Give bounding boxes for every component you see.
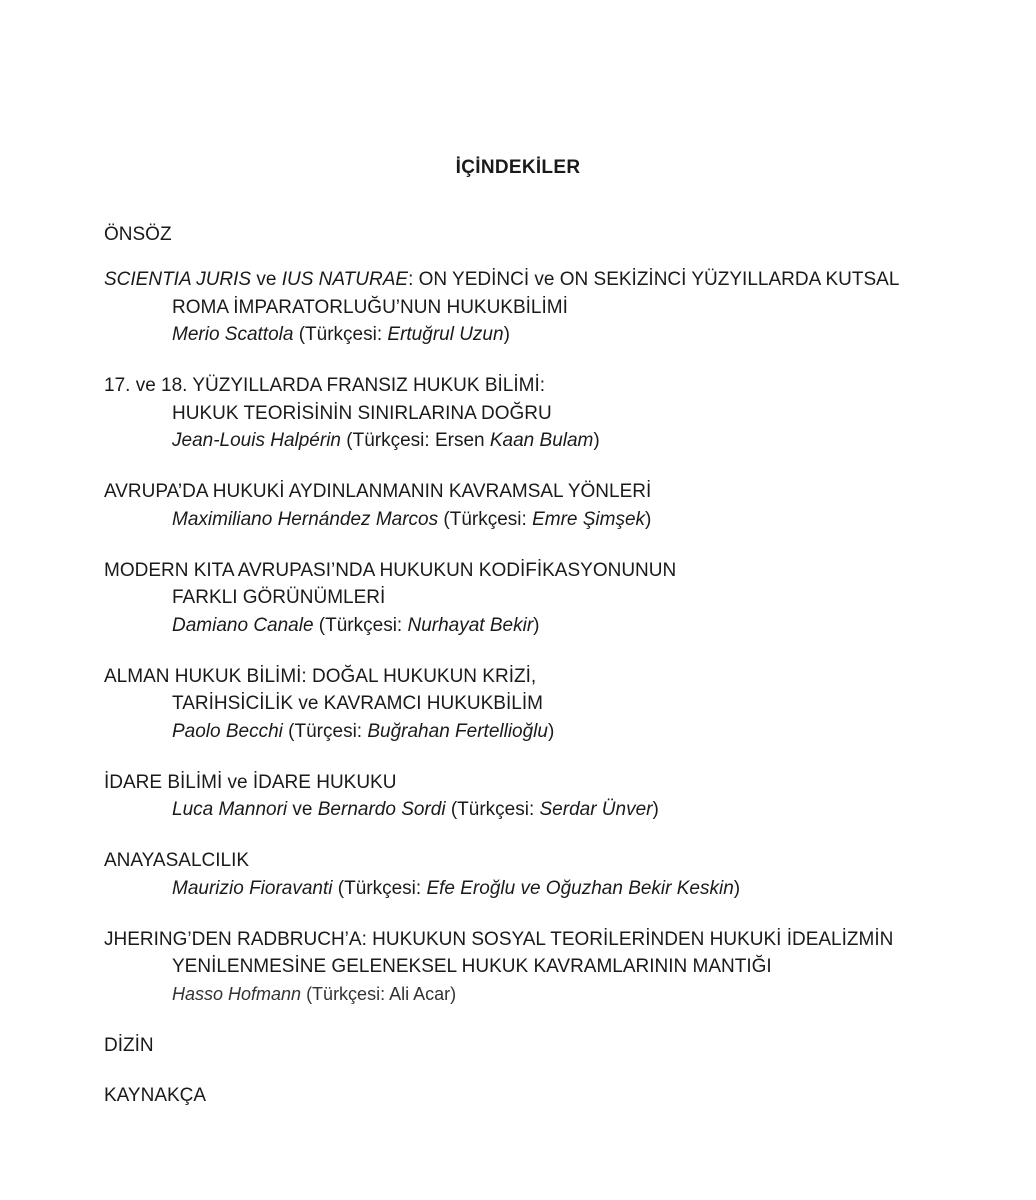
- toc-entry-alman-hukuk[interactable]: [104, 663, 984, 746]
- toc-entry-author-line: [104, 875, 984, 903]
- toc-entry-anayasalcilik[interactable]: [104, 847, 984, 902]
- toc-entry-onsoz[interactable]: [104, 221, 984, 249]
- translator-label: (Türkçesi: Ersen: [341, 430, 490, 451]
- title-part: ve: [251, 269, 282, 290]
- toc-entry-kaynakca[interactable]: [104, 1082, 984, 1110]
- toc-entry-kodifikasyon[interactable]: [104, 557, 984, 640]
- author-conjunction: ve: [287, 799, 318, 820]
- toc-entry-title-line-1: İDARE BİLİMİ ve İDARE HUKUKU: [104, 771, 397, 793]
- table-of-contents: [104, 221, 984, 1133]
- author-name: Merio Scattola: [172, 324, 294, 345]
- toc-entry-author-line: [104, 718, 984, 746]
- toc-entry-jhering-radbruch[interactable]: [104, 926, 984, 1009]
- toc-entry-title-line-1: 17. ve 18. YÜZYILLARDA FRANSIZ HUKUK BİLİMİ:: [104, 375, 546, 396]
- author-name: Hasso Hofmann: [172, 983, 302, 1004]
- toc-entry-title: KAYNAKÇA: [104, 1085, 207, 1106]
- toc-entry-title: DİZİN: [104, 1034, 154, 1056]
- toc-entry-idare-bilimi[interactable]: [104, 769, 984, 824]
- author-name: Maurizio Fioravanti: [172, 877, 333, 899]
- paren-close: ): [645, 508, 652, 530]
- toc-entry-title-line-1: JHERING’DEN RADBRUCH’A: HUKUKUN SOSYAL TEORİLERİNDEN HUKUKİ İDEALİZMİN: [104, 928, 894, 950]
- translator-label: (Türkçesi:: [445, 799, 540, 820]
- paren-close: ): [652, 799, 659, 820]
- toc-entry-title-line-2: ROMA İMPARATORLUĞU’NUN HUKUKBİLİMİ: [172, 296, 568, 318]
- translator-info: (Türkçesi: Ali Acar): [301, 983, 457, 1004]
- page-title: İÇİNDEKİLER: [455, 157, 581, 178]
- toc-entry-fransiz-hukuk[interactable]: [104, 372, 984, 455]
- title-italic-part: IUS NATURAE: [281, 269, 409, 290]
- translator-name: Buğrahan Fertellioğlu: [367, 720, 548, 742]
- author-name: Maximiliano Hernández Marcos: [172, 508, 439, 530]
- toc-entry-title-line-1: ALMAN HUKUK BİLİMİ: DOĞAL HUKUKUN KRİZİ,: [104, 665, 537, 687]
- toc-entry-author-line: [104, 321, 984, 349]
- author-name: Luca Mannori: [172, 799, 288, 820]
- toc-entry-author-line: [104, 796, 984, 824]
- translator-label: (Türçesi:: [282, 720, 368, 742]
- author-name: Paolo Becchi: [172, 720, 283, 742]
- toc-entry-author-line: [104, 612, 984, 640]
- toc-entry-title-line-1: MODERN KITA AVRUPASI’NDA HUKUKUN KODİFİKASYONUNUN: [104, 559, 677, 581]
- toc-entry-author-line: [104, 981, 984, 1009]
- toc-entry-title: ÖNSÖZ: [104, 224, 172, 245]
- translator-label: (Türkçesi:: [332, 877, 427, 899]
- translator-name: Serdar Ünver: [539, 799, 653, 820]
- toc-entry-avrupa-aydinlanma[interactable]: [104, 478, 984, 533]
- toc-entry-title-line-2: HUKUK TEORİSİNİN SINIRLARINA DOĞRU: [172, 402, 552, 424]
- toc-entry-title-line-1: [104, 266, 984, 294]
- toc-entry-title-line-2: TARİHSİCİLİK ve KAVRAMCI HUKUKBİLİM: [172, 693, 543, 714]
- translator-name: Efe Eroğlu ve Oğuzhan Bekir Keskin: [426, 877, 734, 899]
- paren-close: ): [533, 614, 540, 636]
- toc-entry-dizin[interactable]: [104, 1032, 984, 1060]
- author-name: Damiano Canale: [172, 614, 314, 636]
- author-name: Bernardo Sordi: [317, 799, 446, 820]
- title-part: : ON YEDİNCİ ve ON SEKİZİNCİ YÜZYILLARDA KUTSAL: [408, 269, 900, 290]
- translator-name: Kaan Bulam: [489, 430, 594, 451]
- toc-entry-title-line-2: YENİLENMESİNE GELENEKSEL HUKUK KAVRAMLARININ MANTIĞI: [172, 956, 772, 977]
- toc-entry-author-line: [104, 506, 984, 534]
- translator-label: (Türkçesi:: [313, 614, 408, 636]
- toc-entry-scientia-juris[interactable]: [104, 266, 984, 349]
- paren-close: ): [503, 324, 510, 345]
- paren-close: ): [547, 720, 555, 742]
- title-italic-part: SCIENTIA JURIS: [104, 269, 252, 290]
- translator-name: Nurhayat Bekir: [407, 614, 534, 636]
- toc-entry-title-line-1: AVRUPA’DA HUKUKİ AYDINLANMANIN KAVRAMSAL YÖNLERİ: [104, 481, 652, 502]
- toc-entry-title-line-1: ANAYASALCILIK: [104, 850, 250, 871]
- toc-entry-title-line-2: FARKLI GÖRÜNÜMLERİ: [172, 587, 386, 608]
- translator-name: Emre Şimşek: [532, 508, 646, 530]
- translator-name: Ertuğrul Uzun: [387, 324, 504, 345]
- toc-entry-author-line: [104, 427, 984, 455]
- translator-label: (Türkçesi:: [293, 324, 388, 345]
- paren-close: ): [593, 430, 600, 451]
- author-name: Jean-Louis Halpérin: [172, 430, 341, 451]
- paren-close: ): [733, 877, 741, 899]
- translator-label: (Türkçesi:: [438, 508, 533, 530]
